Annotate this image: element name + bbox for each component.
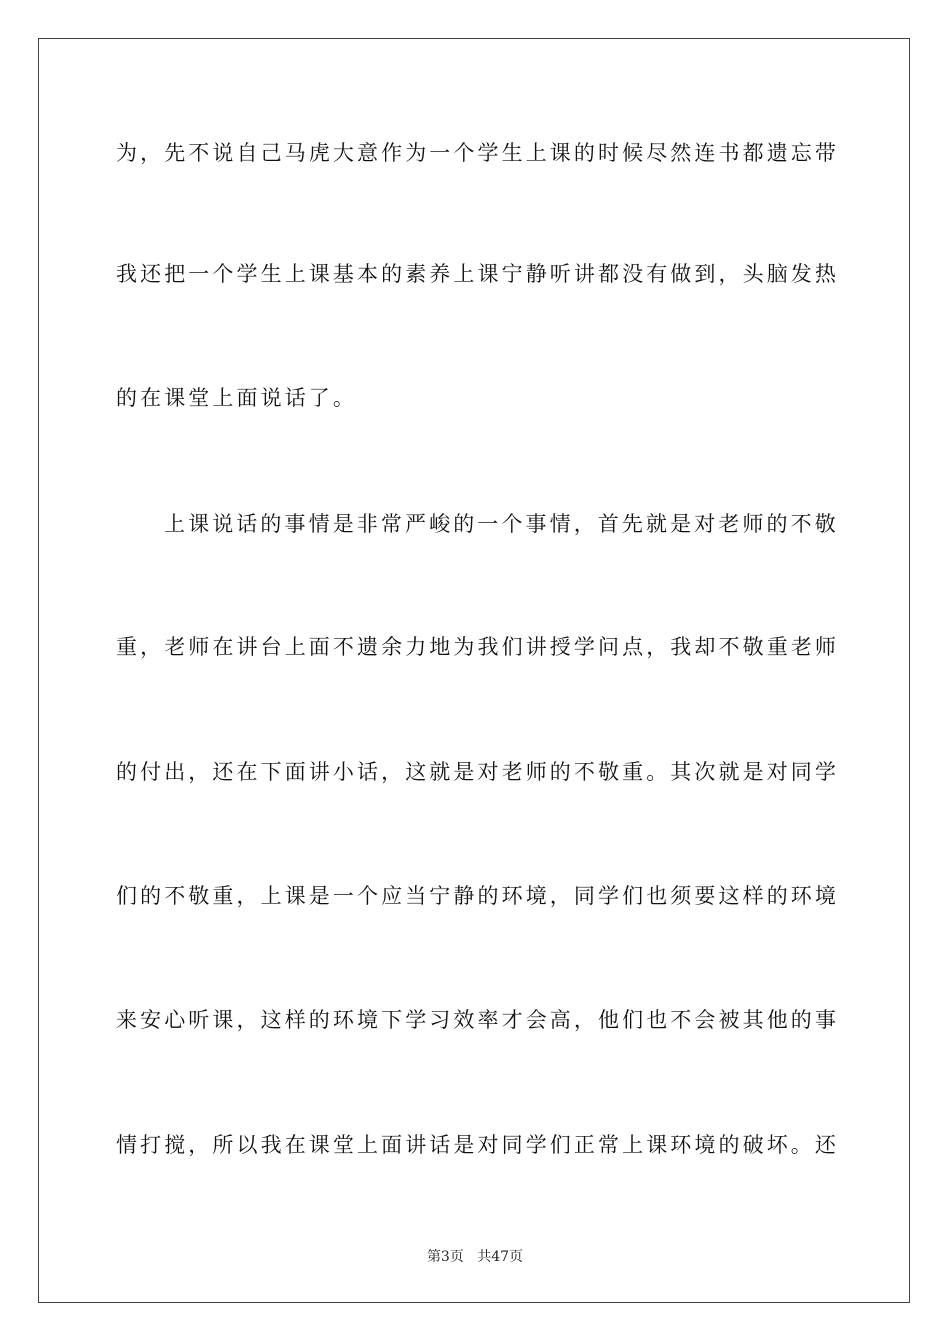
page-footer bbox=[0, 1248, 950, 1266]
body-line-6: 的付出，还在下面讲小话，这就是对老师的不敬重。其次就是对同学 bbox=[116, 760, 839, 784]
body-line-3: 的在课堂上面说话了。 bbox=[116, 386, 357, 410]
page-border bbox=[38, 38, 910, 1303]
body-line-5: 重，老师在讲台上面不遗余力地为我们讲授学问点，我却不敬重老师 bbox=[116, 635, 839, 659]
body-line-1: 为，先不说自己马虎大意作为一个学生上课的时候尽然连书都遗忘带 bbox=[116, 141, 839, 165]
body-line-8: 来安心听课，这样的环境下学习效率才会高，他们也不会被其他的事 bbox=[116, 1008, 839, 1032]
body-line-2: 我还把一个学生上课基本的素养上课宁静听讲都没有做到，头脑发热 bbox=[116, 262, 839, 286]
page-number: 第3页 bbox=[426, 1249, 464, 1265]
body-line-9: 情打搅，所以我在课堂上面讲话是对同学们正常上课环境的破坏。还 bbox=[116, 1133, 839, 1157]
body-line-4: 上课说话的事情是非常严峻的一个事情，首先就是对老师的不敬 bbox=[164, 512, 839, 536]
page-total: 共47页 bbox=[477, 1249, 524, 1265]
body-line-7: 们的不敬重，上课是一个应当宁静的环境，同学们也须要这样的环境 bbox=[116, 884, 839, 908]
